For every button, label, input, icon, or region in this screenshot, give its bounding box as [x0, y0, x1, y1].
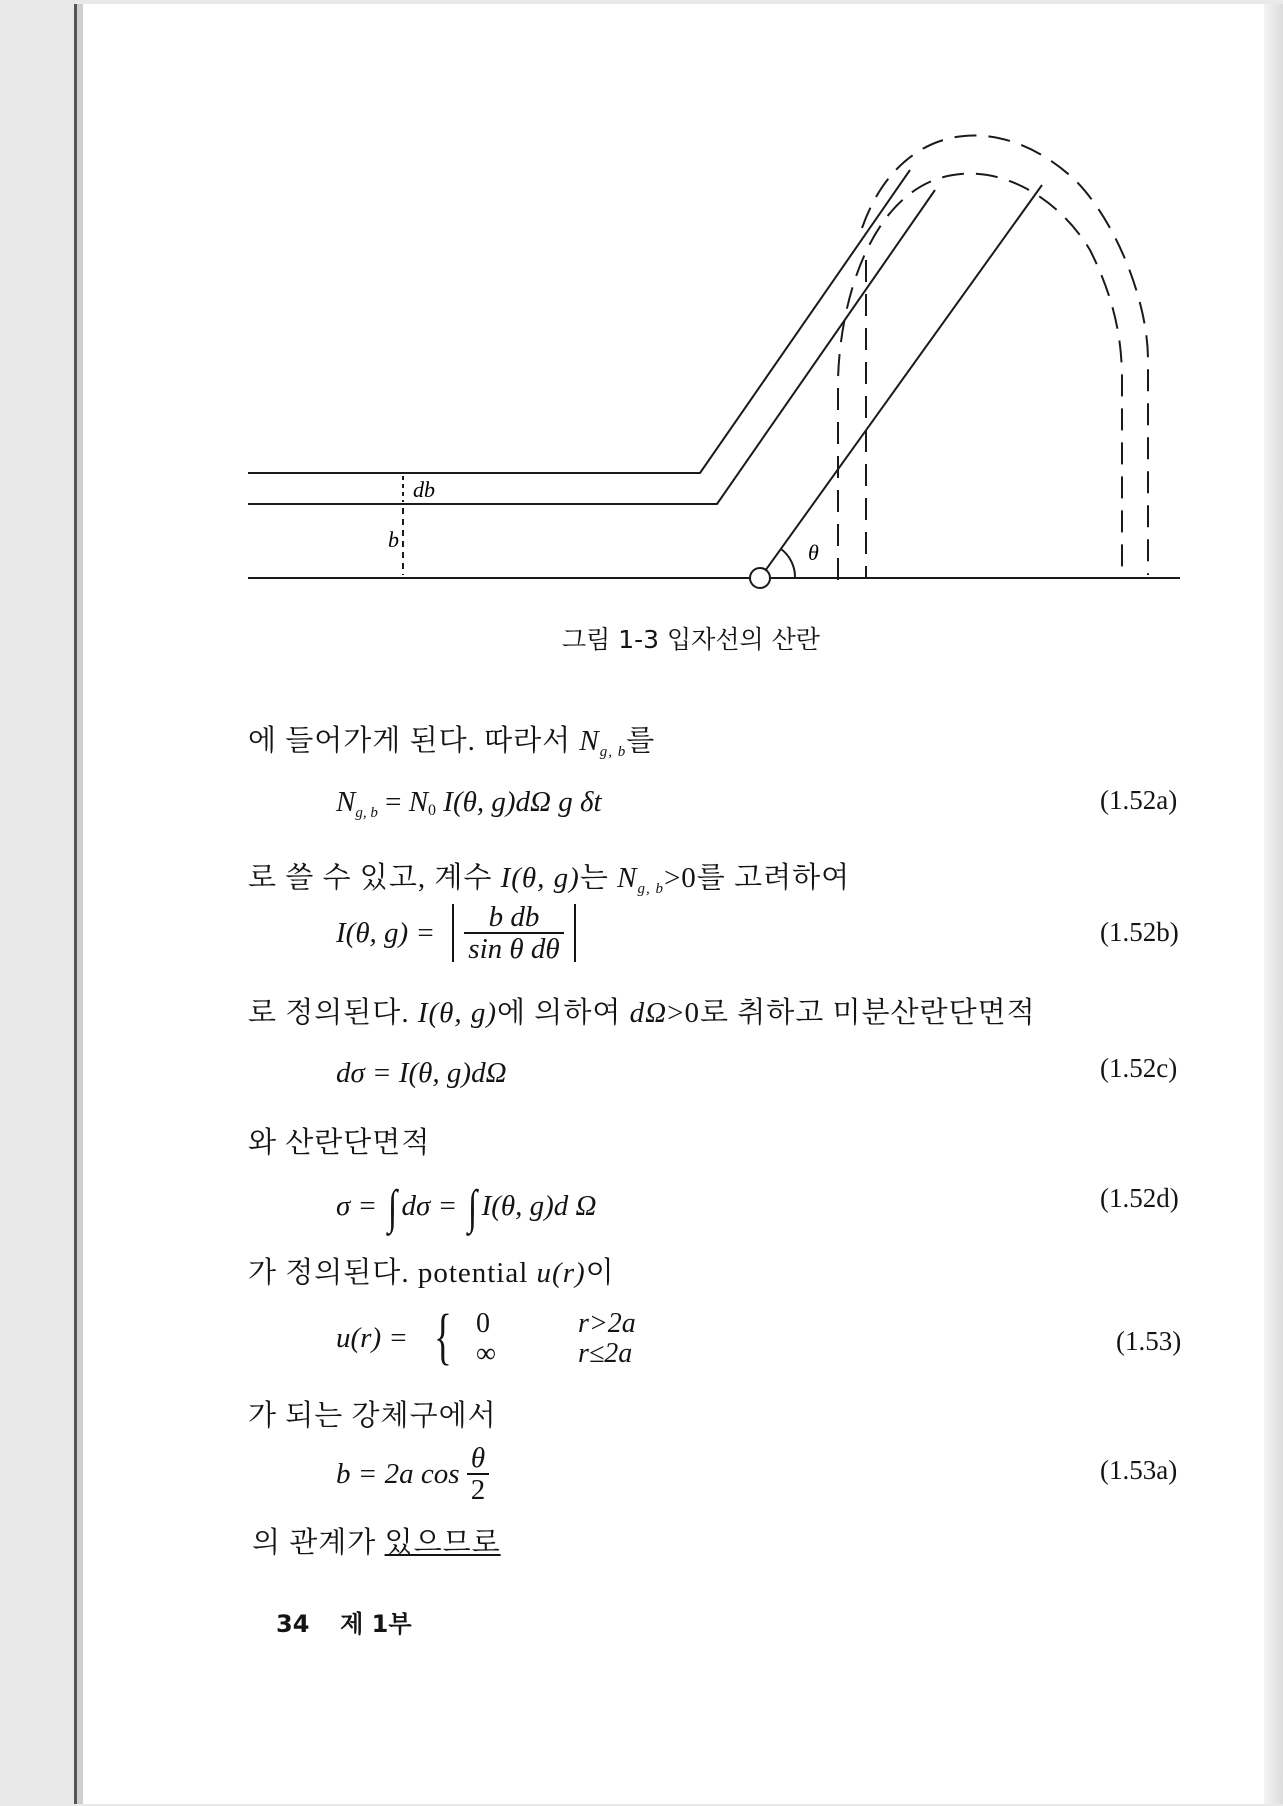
text: 가 정의된다. potential: [248, 1257, 537, 1289]
eq-lhs: I(θ, g) =: [336, 916, 443, 949]
denominator: 2: [470, 1474, 486, 1506]
symbol: dΩ: [629, 997, 668, 1029]
part-label: 제 1부: [340, 1610, 412, 1638]
text-line-2: [248, 855, 850, 898]
text: 이: [585, 1257, 615, 1289]
text-line-4: 와 산란단면적: [248, 1127, 431, 1159]
case-2-value: ∞: [476, 1338, 496, 1369]
outer-dashed-arc: [862, 135, 1148, 575]
text: 를: [626, 725, 656, 757]
text-line-7: [252, 1520, 501, 1561]
underlined-text: 있으므로: [384, 1527, 501, 1559]
eq-lhs: u(r) =: [336, 1322, 416, 1354]
numerator: b db: [464, 902, 563, 934]
abs-bar-left: [452, 904, 454, 962]
beam-lower-edge: [248, 190, 935, 504]
theta-label: θ: [808, 540, 819, 565]
symbol: u(r): [536, 1257, 586, 1289]
eq-rhs: I(θ, g)d Ω: [481, 1190, 597, 1222]
integral-sign: ∫: [468, 1181, 478, 1234]
abs-bar-right: [574, 904, 576, 962]
text: 로 정의된다.: [248, 997, 418, 1029]
case-2-condition: r≤2a: [578, 1338, 633, 1369]
text-line-5: [248, 1250, 615, 1291]
equation-number-1-52b: (1.52b): [1100, 917, 1179, 947]
case-1-value: 0: [476, 1308, 490, 1339]
eq-lhs: N: [336, 786, 356, 818]
beam-upper-edge: [248, 170, 910, 473]
eq-subscript: 0: [428, 802, 437, 819]
db-label: db: [413, 477, 435, 502]
eq-lhs: σ =: [336, 1190, 385, 1222]
scattering-diagram: [0, 0, 1283, 600]
symbol: I(θ, g): [500, 862, 580, 894]
fraction: [467, 1443, 490, 1505]
eq-mid: dσ =: [401, 1190, 465, 1222]
figure-caption: 그림 1-3 입자선의 산란: [562, 625, 820, 654]
equation-1-53a: [336, 1443, 489, 1505]
text: 에 의하여: [497, 997, 630, 1029]
equation-1-52d: [336, 1180, 597, 1235]
integral-sign: ∫: [388, 1181, 398, 1234]
b-label: b: [388, 527, 399, 552]
left-brace: {: [433, 1303, 452, 1371]
text: 로 쓸 수 있고, 계수: [248, 862, 501, 894]
text: 로 취하고 미분산란단면적: [699, 997, 1036, 1029]
text: 의 관계가: [252, 1527, 385, 1559]
page-footer: [276, 1604, 412, 1639]
text-line-3: [248, 990, 1036, 1031]
scattering-center: [750, 568, 770, 588]
eq-rhs: I(θ, g)dΩ g δt: [436, 786, 602, 818]
text-line-1: [248, 718, 655, 761]
text: 는: [579, 862, 618, 894]
text: 를 고려하여: [696, 862, 851, 894]
page-number: 34: [276, 1610, 310, 1638]
eq-lhs: b = 2a cos: [336, 1457, 467, 1490]
eq-subscript: g, b: [355, 805, 378, 821]
subscript: g, b: [637, 881, 664, 897]
fraction: [464, 902, 563, 964]
equation-number-1-52a: (1.52a): [1100, 785, 1178, 815]
equation-number-1-53a: (1.53a): [1100, 1455, 1178, 1485]
case-1-condition: r>2a: [578, 1308, 636, 1339]
equation-1-53: [336, 1302, 756, 1382]
eq-symbol: N: [408, 786, 429, 818]
equation-1-52c: dσ = I(θ, g)dΩ: [336, 1057, 507, 1089]
equation-1-52b: [336, 902, 586, 964]
numerator: θ: [467, 1443, 490, 1475]
symbol: N: [579, 725, 600, 757]
text-line-6: 가 되는 강체구에서: [248, 1400, 497, 1432]
text: 에 들어가게 된다. 따라서: [248, 725, 580, 757]
equation-number-1-52d: (1.52d): [1100, 1183, 1179, 1213]
equation-1-52a: [336, 786, 602, 822]
equation-number-1-53: (1.53): [1116, 1326, 1182, 1356]
symbol: N: [617, 862, 638, 894]
text: >0: [663, 862, 697, 894]
denominator: sin θ dθ: [468, 933, 560, 965]
inner-dashed-arc: [838, 174, 1122, 580]
theta-arc: [781, 549, 795, 578]
symbol: I(θ, g): [417, 997, 498, 1029]
text: >0: [667, 997, 700, 1029]
subscript: g, b: [599, 744, 627, 760]
eq-sign: =: [377, 786, 409, 818]
equation-number-1-52c: (1.52c): [1100, 1053, 1178, 1083]
